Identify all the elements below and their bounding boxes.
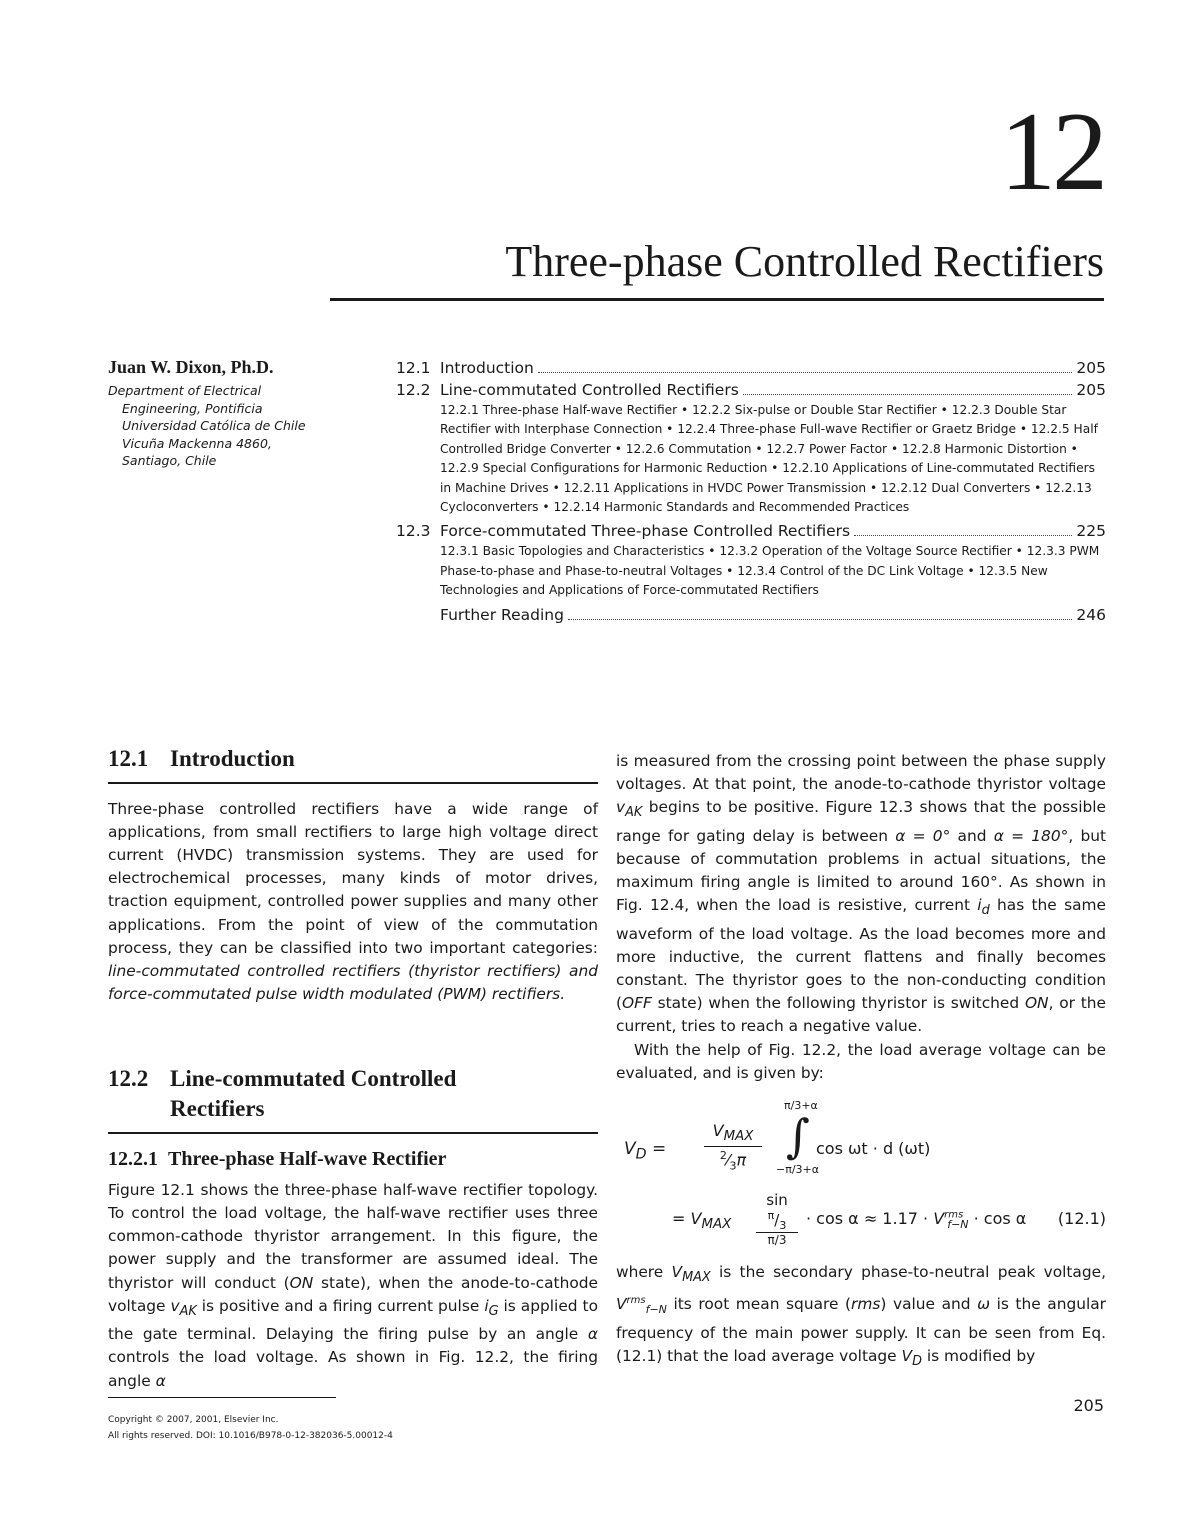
definitions-paragraph: where $V_{MAX}$ is the secondary phase-to-neutral peak voltage, $V^{rms}_{f-N}$ its root mean square (rms) value and ω is the angular frequency of the main power supply. It can be seen from Eq. (12.1) that the load average voltage $V_D$ is modified by (616, 1263, 1107, 1369)
introduction-paragraph: Three-phase controlled rectifiers have a wide range of applications, from small rectifiers to large high voltage direct current (HVDC) transmission systems. They are used for electrochemical processes, many kinds of motor drives, traction equipment, controlled power supplies and many other applications. From the point of view of the commutation process, they can be classified into two important categories: line-commutated controlled rectifiers (thyristor rectifiers) and force-commutated pulse width modulated (PWM) rectifiers. (108, 799, 598, 1004)
affiliation-line: Vicuña Mackenna 4860, (122, 435, 272, 451)
integral-upper-limit: π/3+α (784, 1099, 818, 1112)
toc-number: 12.2 (396, 381, 431, 399)
toc-page: 246 (1076, 605, 1106, 624)
toc-subentry[interactable]: 12.3.2 Operation of the Voltage Source Rectifier (719, 544, 1012, 559)
toc-subentry[interactable]: 12.2.1 Three-phase Half-wave Rectifier (440, 403, 678, 417)
toc-subentry[interactable]: 12.2.6 Commutation (625, 441, 752, 456)
toc-entry-12-3[interactable] (396, 520, 1106, 542)
toc-entry-12-2[interactable] (396, 379, 1106, 401)
toc-subentry[interactable]: 12.3.3 PWM Phase-to-phase and Phase-to-neutral Voltages (440, 544, 1100, 578)
toc-subentry[interactable]: 12.3.1 Basic Topologies and Characteristics (440, 544, 705, 559)
section-rule (108, 1132, 598, 1134)
chapter-title: Three-phase Controlled Rectifiers (505, 237, 1104, 286)
table-of-contents (396, 357, 1106, 626)
integrand: cos ωt · d (ωt) (816, 1139, 931, 1158)
equation-fraction: $V_{MAX}$ $^2⁄_3\pi$ (704, 1121, 762, 1173)
integral-sign-icon: ∫ (786, 1109, 810, 1163)
left-column (108, 744, 598, 1393)
subsection-heading: 12.2.1 Three-phase Half-wave Rectifier (108, 1147, 447, 1170)
doi-line: All rights reserved. DOI: 10.1016/B978-0-12-382036-5.00012-4 (108, 1431, 393, 1441)
toc-page: 205 (1076, 359, 1106, 377)
toc-number: 12.1 (396, 359, 431, 377)
toc-subentry[interactable]: 12.2.14 Harmonic Standards and Recommended Practices (553, 500, 910, 515)
half-wave-paragraph: Figure 12.1 shows the three-phase half-wave rectifier topology. To control the load voltage, the half-wave rectifier uses three common-cathode thyristor arrangement. In this figure, the power supply and the transformer are assumed ideal. The thyristor will conduct (ON state), when the anode-to-cathode voltage $v_{AK}$ is positive and a firing current pulse $i_G$ is applied to the gate terminal. Delaying the firing pulse by an angle α controls the load voltage. As shown in Fig. 12.2, the firing angle α (108, 1180, 598, 1390)
equation-number: (12.1) (1057, 1209, 1106, 1228)
toc-label: Line-commutated Controlled Rectifiers (440, 381, 739, 399)
toc-subentry[interactable]: 12.2.4 Three-phase Full-wave Rectifier or Graetz Bridge (677, 422, 1016, 437)
toc-entry-further-reading[interactable] (396, 604, 1106, 626)
toc-label: Force-commutated Three-phase Controlled Rectifiers (440, 522, 851, 541)
author-block (108, 357, 358, 470)
toc-page: 225 (1076, 522, 1106, 541)
equation-12-1 (616, 1099, 1106, 1249)
right-column (616, 750, 1106, 1373)
toc-page: 205 (1076, 381, 1106, 399)
section-title: Introduction (170, 746, 295, 771)
equation-second-line: = $V_{MAX}$ (672, 1209, 732, 1233)
toc-subentries-12-3: 12.3.1 Basic Topologies and Characteristics • 12.3.2 Operation of the Voltage Source Rectifier • 12.3.3 PWM Phase-to-phase and Phase-to-neutral Voltages • 12.3.4 Control of the DC Link Voltage • 12.3.5 New Technologies and Applications of Force-commutated Rectifiers (440, 544, 1100, 598)
affiliation-line: Santiago, Chile (122, 453, 217, 468)
affiliation-line: Engineering, Pontificia (122, 400, 263, 416)
copyright-footnote (108, 1412, 393, 1444)
toc-subentry[interactable]: 12.3.4 Control of the DC Link Voltage (737, 563, 964, 578)
toc-subentry[interactable]: 12.2.8 Harmonic Distortion (902, 441, 1067, 456)
affiliation-line: Department of Electrical (108, 383, 262, 398)
toc-subentry[interactable]: 12.2.2 Six-pulse or Double Star Rectifier (692, 403, 937, 417)
toc-subentry[interactable]: 12.2.7 Power Factor (766, 441, 888, 456)
author-name: Juan W. Dixon, Ph.D. (108, 357, 274, 377)
average-voltage-paragraph: With the help of Fig. 12.2, the load average voltage can be evaluated, and is given by: (616, 1040, 1106, 1082)
section-heading-introduction (108, 744, 598, 774)
sinc-fraction: $\sin ^\pi/_3$ π/3 (756, 1191, 798, 1247)
toc-subentry[interactable]: 12.2.9 Special Configurations for Harmonic Reduction (440, 461, 768, 476)
toc-leader (538, 372, 1073, 373)
page-number: 205 (1073, 1396, 1104, 1415)
section-number: 12.1 (108, 746, 149, 771)
toc-subentry[interactable]: 12.2.11 Applications in HVDC Power Transmission (563, 480, 867, 495)
copyright-line: Copyright © 2007, 2001, Elsevier Inc. (108, 1415, 279, 1425)
toc-leader (743, 394, 1073, 395)
toc-number: 12.3 (396, 522, 431, 541)
toc-subentry[interactable]: 12.3.5 New Technologies and Applications of Force-commutated Rectifiers (440, 563, 1048, 598)
toc-label: Further Reading (440, 605, 564, 624)
chapter-number: 12 (1000, 90, 1104, 214)
equation-lhs: $V_D$ = (624, 1139, 667, 1163)
toc-subentry[interactable]: 12.2.3 Double Star Rectifier with Interphase Connection (440, 403, 1067, 437)
toc-subentries-12-2: 12.2.1 Three-phase Half-wave Rectifier • 12.2.2 Six-pulse or Double Star Rectifier • 12.2.3 Double Star Rectifier with Interphase Connection • 12.2.4 Three-phase Full-wave Rectifier or Graetz Bridge • 12.2.5 Half Controlled Bridge Converter • 12.2.6 Commutation • 12.2.7 Power Factor • 12.2.8 Harmonic Distortion • 12.2.9 Special Configurations for Harmonic Reduction • 12.2.10 Applications of Line-commutated Rectifiers in Machine Drives • 12.2.11 Applications in HVDC Power Transmission • 12.2.12 Dual Converters • 12.2.13 Cycloconverters • 12.2.14 Harmonic Standards and Recommended Practices (440, 403, 1098, 515)
title-rule (330, 298, 1104, 301)
toc-subentry[interactable]: 12.2.5 Half Controlled Bridge Converter (440, 422, 1098, 456)
section-number: 12.2 (108, 1066, 149, 1092)
toc-subentry[interactable]: 12.2.13 Cycloconverters (440, 480, 1092, 515)
toc-leader (568, 619, 1072, 620)
section-heading-line-commutated (108, 1064, 598, 1124)
toc-leader (854, 535, 1072, 536)
integral-lower-limit: −π/3+α (776, 1163, 820, 1176)
affiliation-line: Universidad Católica de Chile (122, 418, 306, 433)
section-title: Line-commutated Controlled Rectifiers (170, 1066, 457, 1122)
section-rule (108, 782, 598, 784)
toc-subentry[interactable]: 12.2.10 Applications of Line-commutated Rectifiers in Machine Drives (440, 461, 1095, 495)
toc-entry-12-1[interactable] (396, 357, 1106, 379)
author-affiliation (108, 382, 358, 470)
equation-tail: · $\cos \alpha \approx 1.17 \cdot V^{rms}_{f-N} \cdot \cos \alpha$ (806, 1209, 1027, 1232)
toc-subentry[interactable]: 12.2.12 Dual Converters (881, 480, 1031, 495)
firing-angle-paragraph: is measured from the crossing point between the phase supply voltages. At that point, the anode-to-cathode thyristor voltage $v_{AK}$ begins to be positive. Figure 12.3 shows that the possible range for gating delay is between α = 0° and α = 180°, but because of commutation problems in actual situations, the maximum firing angle is limited to around 160°. As shown in Fig. 12.4, when the load is resistive, current $i_d$ has the same waveform of the load voltage. As the load becomes more and more inductive, the current flattens and finally becomes constant. The thyristor goes to the non-conducting condition (OFF state) when the following thyristor is switched ON, or the current, tries to reach a negative value. (616, 752, 1107, 1036)
footnote-rule (108, 1397, 336, 1398)
toc-label: Introduction (440, 359, 534, 377)
